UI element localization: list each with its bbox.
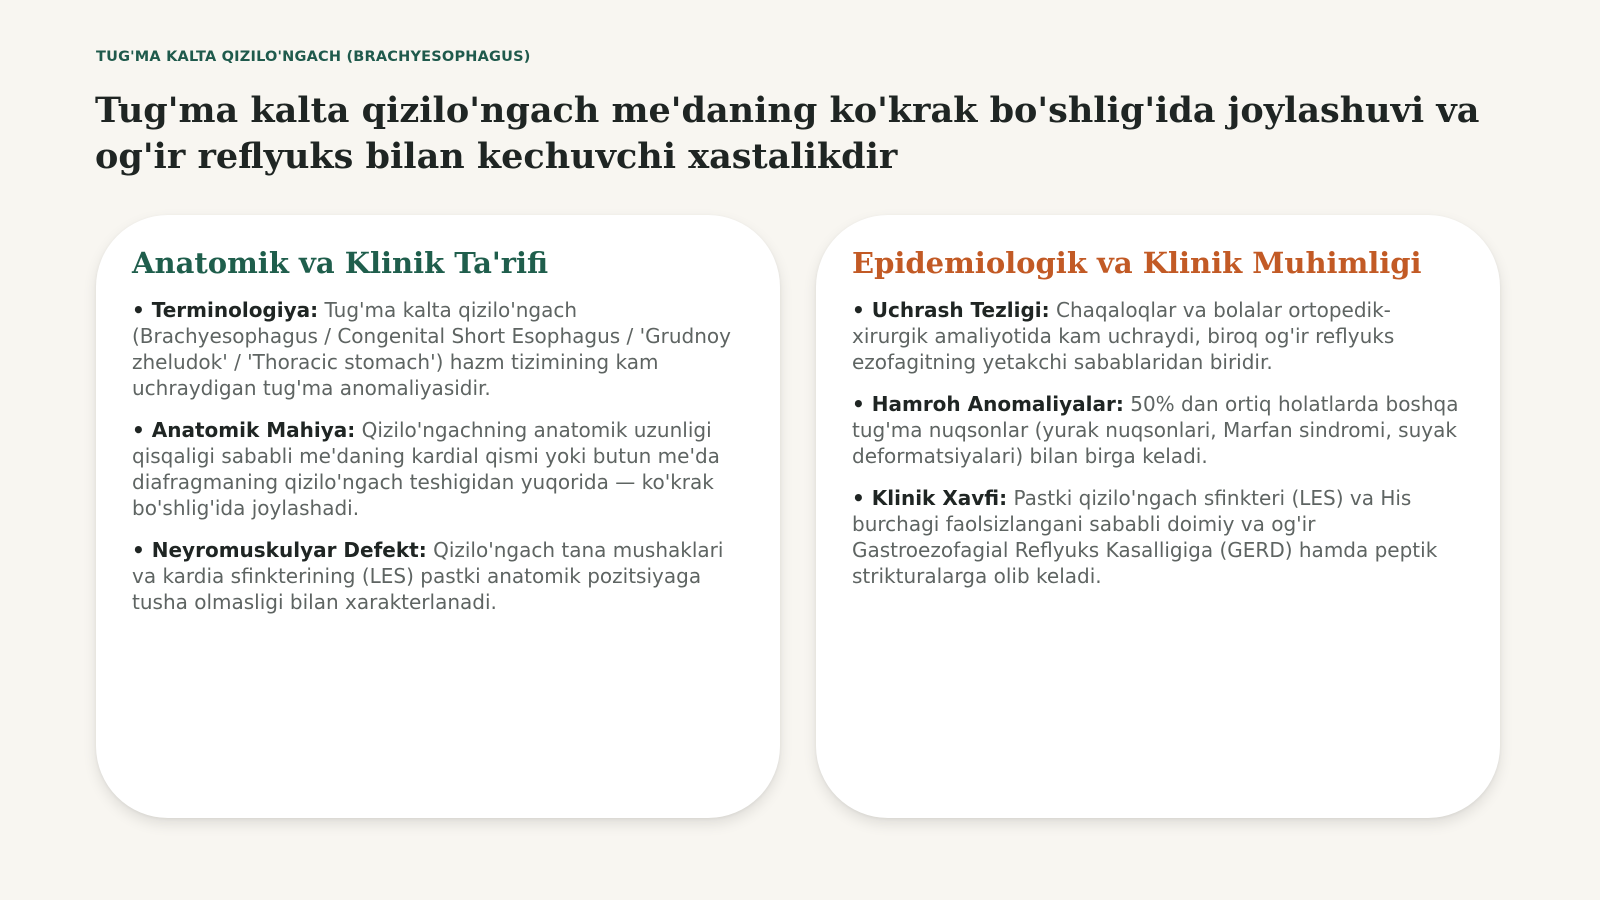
bullet-text: Chaqaloqlar va bolalar ortopedik-xirurgik amaliyotida kam uchraydi, biroq og'ir reflyuks ezofagitning yetakchi sabablaridan biridir.	[852, 298, 1395, 374]
bullet-lead: • Klinik Xavfi:	[852, 486, 1008, 510]
bullet-associated-anomalies	[852, 391, 1464, 469]
bullet-clinical-risk	[852, 485, 1464, 589]
bullet-incidence	[852, 297, 1464, 375]
bullet-lead: • Neyromuskulyar Defekt:	[132, 538, 427, 562]
definition-card	[96, 215, 780, 818]
bullet-text: Tug'ma kalta qizilo'ngach (Brachyesophagus / Congenital Short Esophagus / 'Grudnoy zheludok' / 'Thoracic stomach') hazm tizimining kam uchraydigan tug'ma anomaliyasidir.	[132, 298, 731, 400]
bullet-text: Qizilo'ngachning anatomik uzunligi qisqaligi sababli me'daning kardial qismi yoki butun me'da diafragmaning qizilo'ngach teshigidan yuqorida — ko'krak bo'shlig'ida joylashadi.	[132, 418, 720, 520]
definition-card-title: Anatomik va Klinik Ta'rifi	[132, 246, 549, 280]
section-eyebrow: TUG'MA KALTA QIZILO'NGACH (BRACHYESOPHAGUS)	[96, 49, 531, 65]
bullet-lead: • Terminologiya:	[132, 298, 319, 322]
bullet-anatomical-essence	[132, 417, 744, 521]
epidemiology-card	[816, 215, 1500, 818]
bullet-lead: • Hamroh Anomaliyalar:	[852, 392, 1124, 416]
bullet-text: Qizilo'ngach tana mushaklari va kardia sfinkterining (LES) pastki anatomik pozitsiyaga tusha olmasligi bilan xarakterlanadi.	[132, 538, 724, 614]
bullet-lead: • Anatomik Mahiya:	[132, 418, 356, 442]
slide-headline: Tug'ma kalta qizilo'ngach me'daning ko'krak bo'shlig'ida joylashuvi va og'ir reflyuks bilan kechuvchi xastalikdir	[95, 90, 1480, 177]
epidemiology-card-title: Epidemiologik va Klinik Muhimligi	[852, 246, 1422, 280]
bullet-lead: • Uchrash Tezligi:	[852, 298, 1050, 322]
bullet-text: Pastki qizilo'ngach sfinkteri (LES) va His burchagi faolsizlangani sababli doimiy va og'ir Gastroezofagial Reflyuks Kasalligiga (GERD) hamda peptik strikturalarga olib keladi.	[852, 486, 1438, 588]
bullet-terminology	[132, 297, 744, 401]
bullet-neuromuscular-defect	[132, 537, 744, 615]
bullet-text: 50% dan ortiq holatlarda boshqa tug'ma nuqsonlar (yurak nuqsonlari, Marfan sindromi, suyak deformatsiyalari) bilan birga keladi.	[852, 392, 1459, 468]
